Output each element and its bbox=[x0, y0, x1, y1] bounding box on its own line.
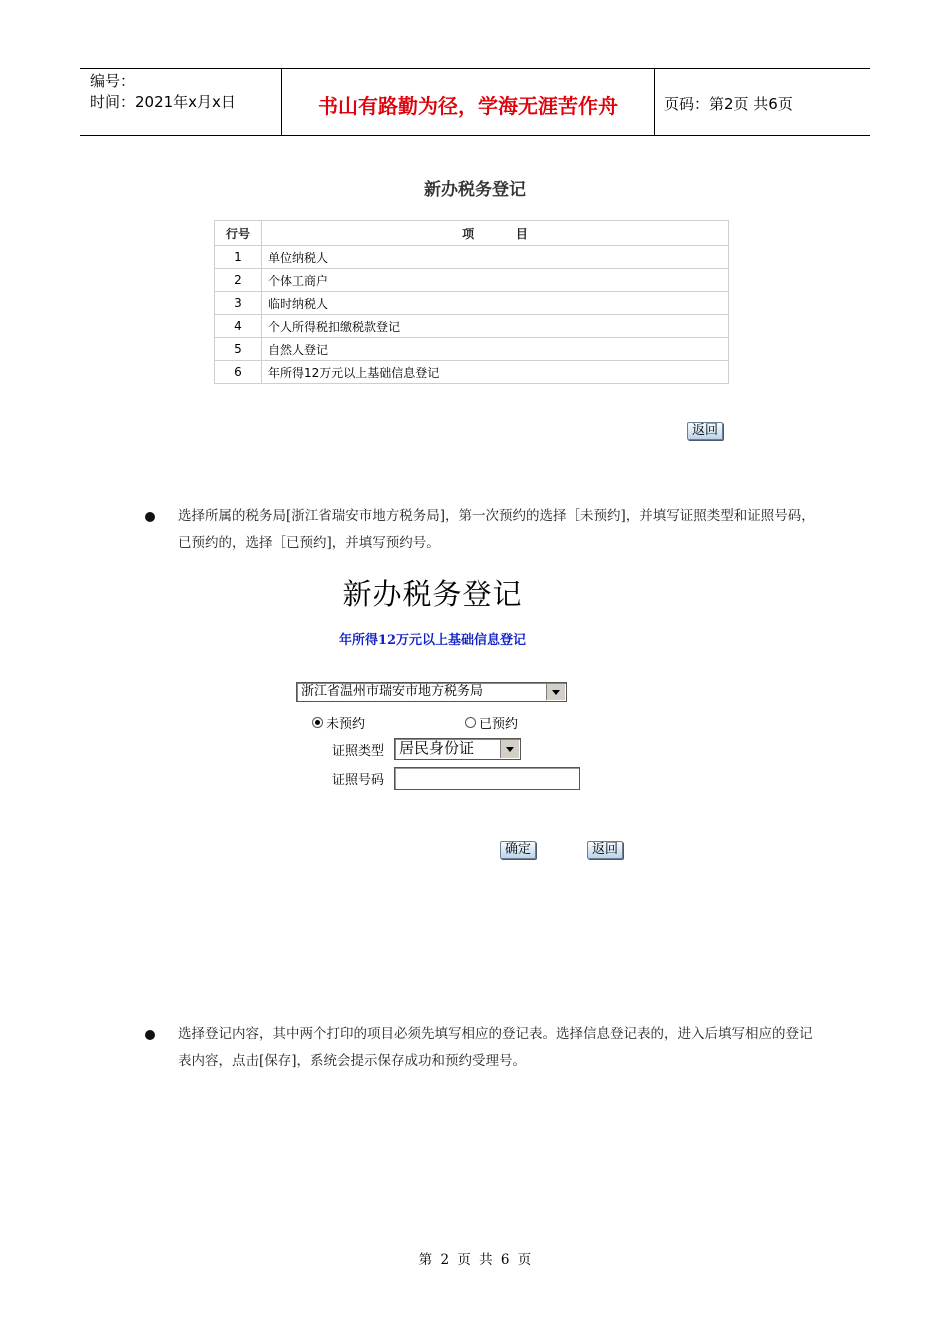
header-divider-right bbox=[654, 68, 655, 136]
radio-unselected-icon[interactable] bbox=[465, 717, 476, 728]
row-item-link[interactable]: 临时纳税人 bbox=[262, 292, 729, 315]
table-row[interactable] bbox=[215, 292, 729, 315]
row-number: 1 bbox=[215, 246, 262, 269]
table-row[interactable] bbox=[215, 315, 729, 338]
section2-subtitle: 年所得12万元以上基础信息登记 bbox=[338, 633, 527, 648]
column-header-item: 项 目 bbox=[262, 221, 729, 246]
chevron-down-icon[interactable] bbox=[500, 740, 519, 758]
section1-back-button[interactable]: 返回 bbox=[687, 422, 723, 440]
radio-reserved[interactable] bbox=[465, 713, 518, 732]
cert-type-select-value: 居民身份证 bbox=[399, 739, 475, 757]
paragraph-1: 选择所属的税务局[浙江省瑞安市地方税务局]，第一次预约的选择［未预约]，并填写证照类型和证照号码，已预约的，选择［已预约]，并填写预约号。 bbox=[178, 508, 815, 551]
header-bottom-rule bbox=[80, 135, 870, 136]
row-item-link[interactable]: 个体工商户 bbox=[262, 269, 729, 292]
cert-type-select[interactable] bbox=[394, 738, 521, 760]
confirm-button[interactable]: 确定 bbox=[500, 841, 536, 859]
column-header-row-number: 行号 bbox=[215, 221, 262, 246]
header-page-info: 页码：第2页 共6页 bbox=[664, 95, 793, 113]
table-row[interactable] bbox=[215, 246, 729, 269]
row-item-link[interactable]: 自然人登记 bbox=[262, 338, 729, 361]
bullet-2 bbox=[145, 1030, 155, 1040]
tax-bureau-select[interactable] bbox=[296, 682, 567, 702]
row-number: 5 bbox=[215, 338, 262, 361]
header-top-rule bbox=[80, 68, 870, 69]
table-row[interactable] bbox=[215, 269, 729, 292]
page-footer: 第 2 页 共 6 页 bbox=[418, 1252, 532, 1268]
radio-selected-icon[interactable] bbox=[312, 717, 323, 728]
radio-not-reserved[interactable] bbox=[312, 713, 365, 732]
radio-reserved-label: 已预约 bbox=[479, 717, 519, 732]
section2-back-button[interactable]: 返回 bbox=[587, 841, 623, 859]
tax-bureau-select-value: 浙江省温州市瑞安市地方税务局 bbox=[301, 684, 484, 699]
table-row[interactable] bbox=[215, 361, 729, 384]
paragraph-2: 选择登记内容，其中两个打印的项目必须先填写相应的登记表。选择信息登记表的，进入后填写相应的登记表内容，点击[保存]，系统会提示保存成功和预约受理号。 bbox=[178, 1026, 813, 1069]
radio-not-reserved-label: 未预约 bbox=[326, 717, 366, 732]
cert-number-label: 证照号码 bbox=[332, 773, 385, 788]
header-time: 时间：2021年x月x日 bbox=[90, 93, 236, 111]
row-item-link[interactable]: 年所得12万元以上基础信息登记 bbox=[262, 361, 729, 384]
cert-type-label: 证照类型 bbox=[332, 744, 385, 759]
registration-items-table bbox=[214, 220, 729, 384]
row-number: 2 bbox=[215, 269, 262, 292]
row-item-link[interactable]: 单位纳税人 bbox=[262, 246, 729, 269]
section2-title: 新办税务登记 bbox=[342, 577, 523, 611]
row-number: 3 bbox=[215, 292, 262, 315]
table-row[interactable] bbox=[215, 338, 729, 361]
table-header-row bbox=[215, 221, 729, 246]
header-meta bbox=[90, 71, 236, 113]
row-number: 4 bbox=[215, 315, 262, 338]
chevron-down-icon[interactable] bbox=[546, 684, 565, 700]
header-code: 编号： bbox=[90, 72, 136, 90]
header-motto: 书山有路勤为径，学海无涯苦作舟 bbox=[318, 94, 618, 118]
section1-title: 新办税务登记 bbox=[424, 180, 526, 200]
bullet-1 bbox=[145, 512, 155, 522]
row-item-link[interactable]: 个人所得税扣缴税款登记 bbox=[262, 315, 729, 338]
row-number: 6 bbox=[215, 361, 262, 384]
cert-number-input[interactable] bbox=[394, 767, 580, 790]
